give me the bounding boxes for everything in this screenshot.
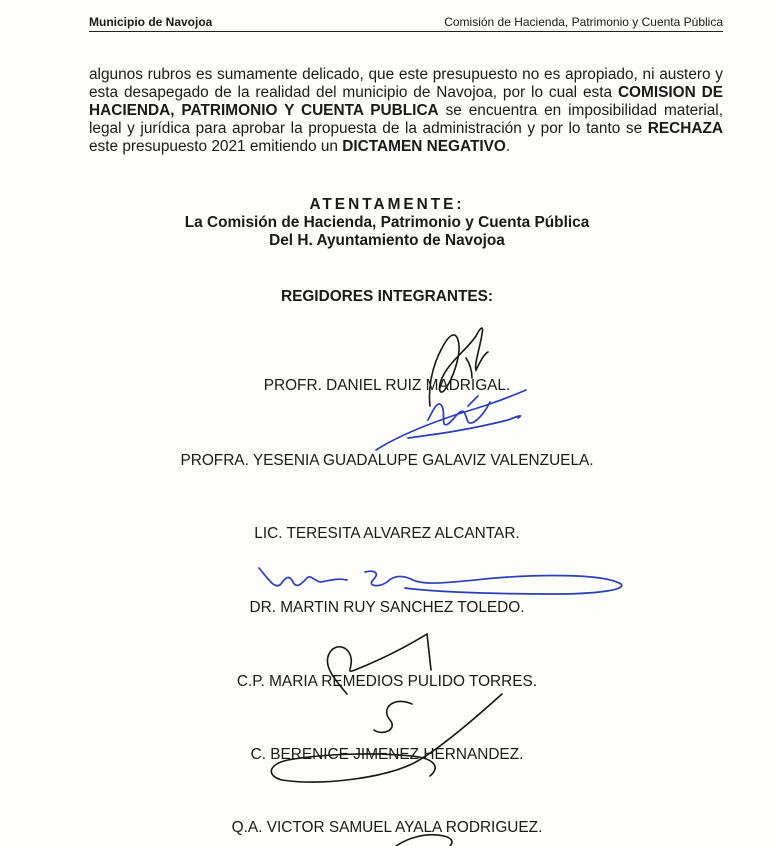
paragraph-bold-rechaza: RECHAZA bbox=[647, 120, 723, 137]
salutation: ATENTAMENTE: bbox=[309, 196, 465, 213]
member-name-3: LIC. TERESITA ALVAREZ ALCANTAR. bbox=[254, 525, 520, 542]
closing-line-1: La Comisión de Hacienda, Patrimonio y Cuenta Pública bbox=[184, 214, 590, 231]
members-heading: REGIDORES INTEGRANTES: bbox=[280, 288, 494, 305]
page-header bbox=[89, 14, 723, 32]
member-name-5: C.P. MARIA REMEDIOS PULIDO TORRES. bbox=[236, 673, 538, 690]
member-name-2: PROFRA. YESENIA GUADALUPE GALAVIZ VALENZUELA. bbox=[180, 452, 594, 469]
member-name-6: C. BERENICE JIMENEZ HERNANDEZ. bbox=[250, 746, 524, 763]
paragraph-text-3: este presupuesto 2021 emitiendo un bbox=[89, 138, 343, 155]
member-name-7: Q.A. VICTOR SAMUEL AYALA RODRIGUEZ. bbox=[231, 819, 543, 836]
header-commission: Comisión de Hacienda, Patrimonio y Cuenta Pública bbox=[444, 15, 723, 29]
paragraph-text-2: se encuentra en imposibilidad material, legal y jurídica para aprobar la propuesta de la administración y por lo tanto se bbox=[89, 102, 723, 137]
member-name-1: PROFR. DANIEL RUIZ MADRIGAL. bbox=[263, 377, 511, 394]
paragraph-text-4: . bbox=[505, 138, 511, 155]
closing-line-2: Del H. Ayuntamiento de Navojoa bbox=[269, 232, 505, 249]
signature-jimenez bbox=[262, 690, 522, 790]
member-name-4: DR. MARTIN RUY SANCHEZ TOLEDO. bbox=[249, 599, 525, 616]
signature-ruiz bbox=[410, 318, 500, 413]
paragraph-bold-commission: COMISION DE HACIENDA, PATRIMONIO Y CUENTA PUBLICA bbox=[89, 84, 723, 119]
header-municipality: Municipio de Navojoa bbox=[89, 15, 213, 29]
paragraph-text-1: algunos rubros es sumamente delicado, que este presupuesto no es apropiado, ni austero y esta desapegado de la realidad del municipio de Navojoa, por lo cual esta bbox=[89, 66, 723, 101]
paragraph-bold-dictamen: DICTAMEN NEGATIVO bbox=[342, 138, 506, 155]
body-paragraph bbox=[89, 66, 723, 156]
